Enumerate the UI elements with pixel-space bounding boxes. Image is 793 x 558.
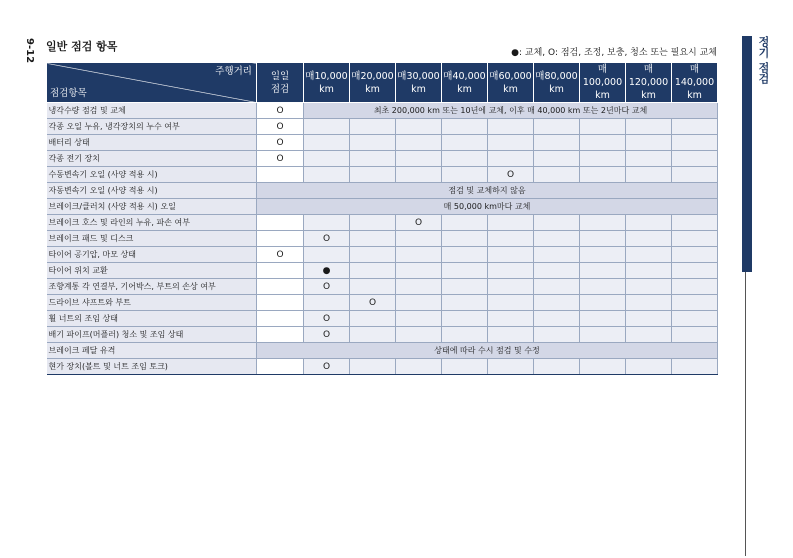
interval-cell — [396, 247, 442, 263]
interval-cell — [580, 215, 626, 231]
daily-check-cell: O — [257, 135, 304, 151]
interval-cell — [580, 359, 626, 375]
interval-cell — [488, 359, 534, 375]
interval-cell — [488, 151, 534, 167]
interval-cell — [396, 327, 442, 343]
inspection-item-label: 각종 오일 누유, 냉각장치의 누수 여부 — [47, 119, 257, 135]
interval-cell — [350, 215, 396, 231]
interval-cell — [672, 151, 718, 167]
header-column-unit: km — [595, 90, 610, 101]
interval-cell: O — [488, 167, 534, 183]
table-row — [47, 311, 718, 327]
interval-cell — [534, 215, 580, 231]
interval-cell — [488, 295, 534, 311]
interval-cell — [626, 359, 672, 375]
header-column — [488, 63, 534, 103]
page-number: 9-12 — [24, 38, 35, 64]
interval-cell — [488, 311, 534, 327]
interval-cell — [350, 279, 396, 295]
header-column-interval: 일일 — [270, 70, 290, 82]
interval-cell — [672, 327, 718, 343]
interval-cell — [626, 151, 672, 167]
interval-cell — [626, 135, 672, 151]
daily-check-cell — [257, 327, 304, 343]
interval-cell — [672, 279, 718, 295]
interval-cell — [580, 151, 626, 167]
interval-cell — [534, 231, 580, 247]
header-column-unit: km — [687, 90, 702, 101]
interval-cell — [304, 119, 350, 135]
interval-cell — [534, 119, 580, 135]
header-column-interval: 매60,000 — [489, 70, 532, 82]
table-row — [47, 231, 718, 247]
table-row — [47, 151, 718, 167]
header-item-label: 점검항목 — [50, 88, 87, 99]
interval-cell — [442, 359, 488, 375]
interval-cell — [580, 247, 626, 263]
table-row — [47, 183, 718, 199]
header-column-interval: 매120,000 — [628, 64, 669, 88]
daily-check-cell: O — [257, 119, 304, 135]
header-column-unit: km — [457, 83, 472, 95]
header-column — [257, 63, 304, 103]
chapter-label: 정기 점검 — [757, 36, 770, 84]
interval-cell — [350, 359, 396, 375]
interval-cell — [626, 119, 672, 135]
daily-check-cell — [257, 295, 304, 311]
interval-cell — [350, 119, 396, 135]
interval-cell: O — [304, 327, 350, 343]
interval-cell — [488, 327, 534, 343]
daily-check-cell — [257, 215, 304, 231]
daily-check-cell: O — [257, 151, 304, 167]
interval-cell: O — [304, 311, 350, 327]
interval-cell — [442, 263, 488, 279]
inspection-item-label: 자동변속기 오일 (사양 적용 시) — [47, 183, 257, 199]
interval-cell — [534, 359, 580, 375]
table-row — [47, 167, 718, 183]
interval-cell — [442, 295, 488, 311]
interval-cell — [488, 279, 534, 295]
interval-cell — [626, 295, 672, 311]
inspection-item-label: 현가 장치(볼트 및 너트 조임 토크) — [47, 359, 257, 375]
interval-cell — [580, 279, 626, 295]
interval-cell: O — [304, 359, 350, 375]
interval-cell — [534, 279, 580, 295]
interval-cell — [442, 279, 488, 295]
inspection-item-label: 브레이크 패드 및 디스크 — [47, 231, 257, 247]
interval-cell — [488, 215, 534, 231]
interval-cell — [304, 295, 350, 311]
header-column-interval: 매30,000 — [397, 70, 440, 82]
interval-cell — [534, 311, 580, 327]
interval-cell — [488, 247, 534, 263]
interval-cell — [534, 263, 580, 279]
interval-cell — [488, 135, 534, 151]
header-column-interval: 매100,000 — [582, 64, 623, 88]
interval-cell — [304, 151, 350, 167]
interval-cell — [350, 311, 396, 327]
interval-cell — [580, 119, 626, 135]
table-row — [47, 327, 718, 343]
interval-cell — [304, 135, 350, 151]
interval-cell — [626, 311, 672, 327]
header-column-unit: km — [365, 83, 380, 95]
header-column-interval: 매140,000 — [674, 64, 715, 88]
interval-cell — [350, 167, 396, 183]
interval-cell — [304, 247, 350, 263]
inspection-item-label: 타이어 위치 교환 — [47, 263, 257, 279]
interval-cell — [626, 215, 672, 231]
interval-cell — [442, 151, 488, 167]
header-column — [396, 63, 442, 103]
daily-check-cell: O — [257, 103, 304, 119]
interval-cell: ● — [304, 263, 350, 279]
table-row — [47, 279, 718, 295]
table-row — [47, 199, 718, 215]
interval-cell — [396, 167, 442, 183]
daily-check-cell — [257, 359, 304, 375]
schedule-note-cell: 점검 및 교체하지 않음 — [257, 183, 718, 199]
interval-cell — [304, 167, 350, 183]
header-column-unit: km — [411, 83, 426, 95]
interval-cell — [442, 167, 488, 183]
chapter-tab-bar — [742, 36, 752, 272]
schedule-note-cell: 상태에 따라 수시 점검 및 수정 — [257, 343, 718, 359]
table-row — [47, 263, 718, 279]
interval-cell — [442, 215, 488, 231]
schedule-note-cell: 매 50,000 km마다 교체 — [257, 199, 718, 215]
interval-cell — [350, 135, 396, 151]
table-row — [47, 103, 718, 119]
header-column — [350, 63, 396, 103]
table-row — [47, 215, 718, 231]
header-column — [304, 63, 350, 103]
table-header — [47, 63, 718, 103]
interval-cell — [488, 119, 534, 135]
interval-cell — [672, 295, 718, 311]
interval-cell — [442, 231, 488, 247]
interval-cell — [488, 263, 534, 279]
header-column-unit: km — [319, 83, 334, 95]
interval-cell — [442, 119, 488, 135]
interval-cell — [396, 119, 442, 135]
interval-cell — [442, 327, 488, 343]
interval-cell — [626, 167, 672, 183]
interval-cell: O — [304, 231, 350, 247]
interval-cell — [350, 231, 396, 247]
header-column — [534, 63, 580, 103]
inspection-item-label: 배터리 상태 — [47, 135, 257, 151]
schedule-note-cell: 최초 200,000 km 또는 10년에 교체, 이후 매 40,000 km 또는 2년마다 교체 — [304, 103, 718, 119]
inspection-item-label: 수동변속기 오일 (사양 적용 시) — [47, 167, 257, 183]
table-body — [47, 103, 718, 375]
header-column — [442, 63, 488, 103]
daily-check-cell — [257, 311, 304, 327]
interval-cell — [396, 263, 442, 279]
header-column — [626, 63, 672, 103]
interval-cell — [672, 359, 718, 375]
interval-cell — [442, 135, 488, 151]
inspection-table — [46, 62, 718, 375]
interval-cell — [672, 311, 718, 327]
interval-cell — [534, 151, 580, 167]
side-divider-line — [745, 272, 746, 556]
interval-cell — [442, 247, 488, 263]
header-mileage-label: 주행거리 — [215, 66, 252, 77]
header-column-interval: 매80,000 — [535, 70, 578, 82]
table-row — [47, 295, 718, 311]
table-row — [47, 359, 718, 375]
interval-cell — [626, 231, 672, 247]
header-column-unit: km — [641, 90, 656, 101]
header-corner-cell — [47, 63, 257, 103]
header-column — [672, 63, 718, 103]
interval-cell — [534, 327, 580, 343]
interval-cell — [350, 327, 396, 343]
interval-cell: O — [396, 215, 442, 231]
interval-cell — [672, 247, 718, 263]
interval-cell — [626, 279, 672, 295]
interval-cell — [488, 231, 534, 247]
interval-cell — [672, 119, 718, 135]
section-title: 일반 점검 항목 — [46, 40, 118, 53]
table-row — [47, 119, 718, 135]
interval-cell — [626, 247, 672, 263]
interval-cell — [350, 151, 396, 167]
interval-cell — [626, 263, 672, 279]
header-column-unit: 점검 — [270, 83, 290, 95]
interval-cell — [580, 263, 626, 279]
interval-cell: O — [350, 295, 396, 311]
interval-cell — [304, 215, 350, 231]
table-row — [47, 135, 718, 151]
header-column — [580, 63, 626, 103]
interval-cell — [672, 135, 718, 151]
interval-cell — [580, 311, 626, 327]
interval-cell — [580, 135, 626, 151]
inspection-item-label: 드라이브 샤프트와 부트 — [47, 295, 257, 311]
interval-cell — [534, 247, 580, 263]
interval-cell — [350, 263, 396, 279]
interval-cell — [396, 359, 442, 375]
interval-cell — [396, 151, 442, 167]
inspection-item-label: 조향계통 각 연결부, 기어박스, 부트의 손상 여부 — [47, 279, 257, 295]
inspection-item-label: 타이어 공기압, 마모 상태 — [47, 247, 257, 263]
header-column-unit: km — [503, 83, 518, 95]
interval-cell — [626, 327, 672, 343]
daily-check-cell — [257, 279, 304, 295]
inspection-item-label: 각종 전기 장치 — [47, 151, 257, 167]
header-column-unit: km — [549, 83, 564, 95]
table-row — [47, 343, 718, 359]
interval-cell — [672, 215, 718, 231]
interval-cell: O — [304, 279, 350, 295]
interval-cell — [580, 295, 626, 311]
interval-cell — [580, 231, 626, 247]
interval-cell — [580, 167, 626, 183]
table-row — [47, 247, 718, 263]
interval-cell — [672, 231, 718, 247]
inspection-item-label: 브레이크 페달 유격 — [47, 343, 257, 359]
header-column-interval: 매20,000 — [351, 70, 394, 82]
inspection-item-label: 브레이크 호스 및 라인의 누유, 파손 여부 — [47, 215, 257, 231]
header-column-interval: 매10,000 — [305, 70, 348, 82]
inspection-item-label: 배기 파이프(머플러) 청소 및 조임 상태 — [47, 327, 257, 343]
interval-cell — [396, 311, 442, 327]
interval-cell — [534, 167, 580, 183]
interval-cell — [672, 167, 718, 183]
interval-cell — [534, 295, 580, 311]
header-column-interval: 매40,000 — [443, 70, 486, 82]
inspection-item-label: 휠 너트의 조임 상태 — [47, 311, 257, 327]
daily-check-cell — [257, 167, 304, 183]
interval-cell — [350, 247, 396, 263]
interval-cell — [580, 327, 626, 343]
interval-cell — [396, 295, 442, 311]
interval-cell — [396, 231, 442, 247]
interval-cell — [672, 263, 718, 279]
interval-cell — [396, 135, 442, 151]
inspection-item-label: 냉각수량 점검 및 교체 — [47, 103, 257, 119]
symbol-legend: ●: 교체, O: 점검, 조정, 보충, 청소 또는 필요시 교체 — [511, 48, 717, 58]
interval-cell — [396, 279, 442, 295]
daily-check-cell: O — [257, 247, 304, 263]
interval-cell — [534, 135, 580, 151]
inspection-item-label: 브레이크/클러치 (사양 적용 시) 오일 — [47, 199, 257, 215]
interval-cell — [442, 311, 488, 327]
daily-check-cell — [257, 263, 304, 279]
daily-check-cell — [257, 231, 304, 247]
